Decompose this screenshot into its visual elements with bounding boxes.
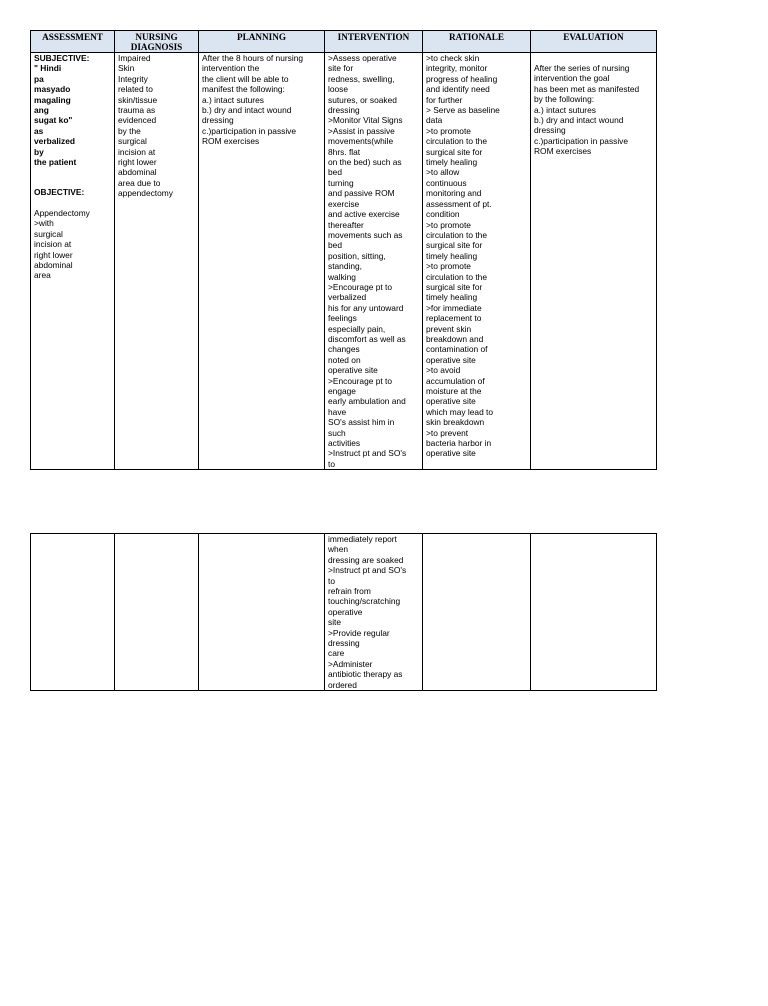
table-row (31, 534, 657, 691)
rationale-cell: >to check skin integrity, monitor progress of healing and identify need for further > Serve as baseline data >to promote circulation to the surgical site for timely healing >to allow continuous monitoring and assessment of pt. condition >to promote circulation to the surgical site for timely healing >to promote circulation to the surgical site for timely healing >for immediate replacement to prevent skin breakdown and contamination of operative site >to avoid accumulation of moisture at the operative site which may lead to skin breakdown >to prevent bacteria harbor in operative site (423, 53, 531, 470)
nursing-diagnosis-cell: Impaired Skin Integrity related to skin/tissue trauma as evidenced by the surgical incision at right lower abdominal area due to appendectomy (115, 53, 199, 470)
nursing-diagnosis-cell-empty (115, 534, 199, 691)
table-row (31, 53, 657, 470)
intervention-cell: immediately report when dressing are soaked >Instruct pt and SO's to refrain from touching/scratching operative site >Provide regular dressing care >Administer antibiotic therapy as ordered (325, 534, 423, 691)
planning-cell: After the 8 hours of nursing intervention the the client will be able to manifest the following: a.) intact sutures b.) dry and intact wound dressing c.)participation in passive ROM exercises (199, 53, 325, 470)
assessment-cell-empty (31, 534, 115, 691)
objective-label: OBJECTIVE: (34, 187, 85, 198)
subjective-text: SUBJECTIVE: " Hindi pa masyado magaling ang sugat ko" as verbalized by the patient (34, 53, 90, 168)
evaluation-cell (531, 53, 657, 470)
header-evaluation: EVALUATION (531, 31, 657, 53)
nursing-care-plan-table-page1 (30, 30, 657, 470)
evaluation-cell-empty (531, 534, 657, 691)
header-nursing-diagnosis: NURSING DIAGNOSIS (115, 31, 199, 53)
intervention-cell: >Assess operative site for redness, swelling, loose sutures, or soaked dressing >Monitor Vital Signs >Assist in passive movements(while 8hrs. flat on the bed) such as bed turning and passive ROM exercise and active exercise thereafter movements such as bed position, sitting, standing, walking >Encourage pt to verbalized his for any untoward feelings especially pain, discomfort as well as changes noted on operative site >Encourage pt to engage early ambulation and have SO's assist him in such activities >Instruct pt and SO's to (325, 53, 423, 470)
header-rationale: RATIONALE (423, 31, 531, 53)
evaluation-text: After the series of nursing intervention the goal has been met as manifested by the following: a.) intact sutures b.) dry and intact wound dressing c.)participation in passive ROM exercises (534, 63, 640, 157)
header-intervention: INTERVENTION (325, 31, 423, 53)
header-row (31, 31, 657, 53)
nursing-care-plan-table-page2 (30, 533, 657, 691)
header-assessment: ASSESSMENT (31, 31, 115, 53)
objective-text: Appendectomy >with surgical incision at right lower abdominal area (34, 207, 90, 281)
assessment-cell (31, 53, 115, 470)
planning-cell-empty (199, 534, 325, 691)
rationale-cell-empty (423, 534, 531, 691)
header-planning: PLANNING (199, 31, 325, 53)
